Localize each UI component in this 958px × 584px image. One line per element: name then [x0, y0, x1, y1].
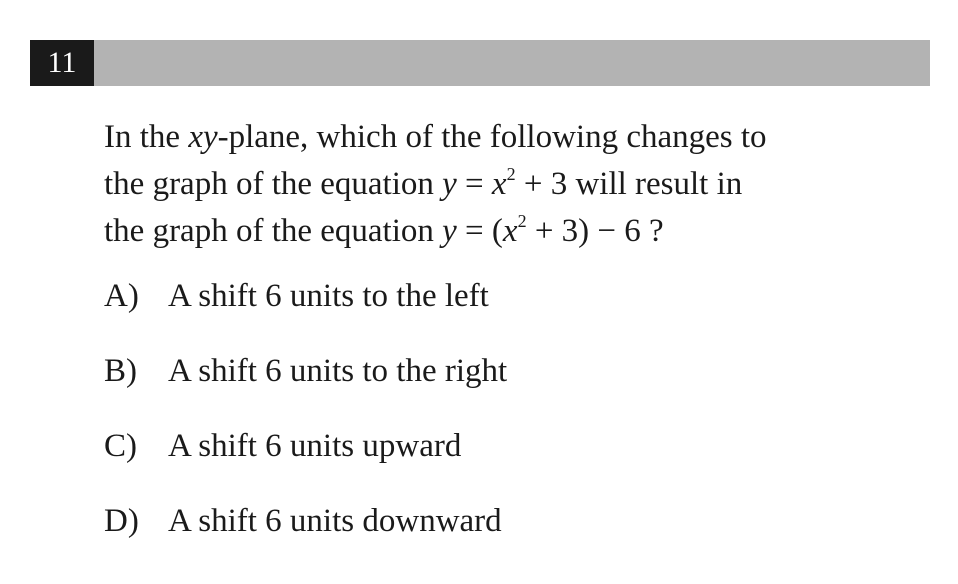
stem-text: the graph of the equation — [104, 213, 443, 249]
stem-text: -plane, which of the following changes to — [217, 119, 767, 155]
answer-choices — [104, 272, 924, 572]
choice-text: A shift 6 units downward — [168, 503, 502, 539]
stem-variable-y: y — [442, 166, 457, 202]
question-stem — [104, 114, 924, 255]
stem-line-3 — [104, 208, 924, 255]
stem-text: = ( — [456, 213, 503, 249]
question-header-bar — [30, 40, 930, 86]
choice-d[interactable] — [104, 497, 924, 572]
choice-letter: A) — [104, 278, 139, 314]
stem-text: In the — [104, 119, 189, 155]
stem-line-2 — [104, 161, 924, 208]
stem-line-1 — [104, 114, 924, 161]
stem-text: + 3 will result in — [515, 166, 743, 202]
stem-variable-x: x — [502, 213, 518, 249]
choice-letter: B) — [104, 353, 137, 389]
stem-text: the graph of the equation — [104, 166, 443, 202]
choice-text: A shift 6 units upward — [168, 428, 462, 464]
question-number: 11 — [30, 40, 94, 86]
choice-a[interactable] — [104, 272, 924, 347]
stem-variable-x: x — [491, 166, 507, 202]
choice-b[interactable] — [104, 347, 924, 422]
choice-text: A shift 6 units to the right — [168, 353, 508, 389]
stem-exponent: 2 — [506, 164, 516, 184]
stem-variable-xy: xy — [188, 119, 218, 155]
choice-letter: C) — [104, 428, 137, 464]
choice-c[interactable] — [104, 422, 924, 497]
stem-text: + 3) − 6 ? — [526, 213, 664, 249]
choice-letter: D) — [104, 503, 139, 539]
choice-text: A shift 6 units to the left — [168, 278, 489, 314]
stem-exponent: 2 — [517, 211, 527, 231]
stem-variable-y: y — [442, 213, 457, 249]
stem-text: = — [456, 166, 492, 202]
